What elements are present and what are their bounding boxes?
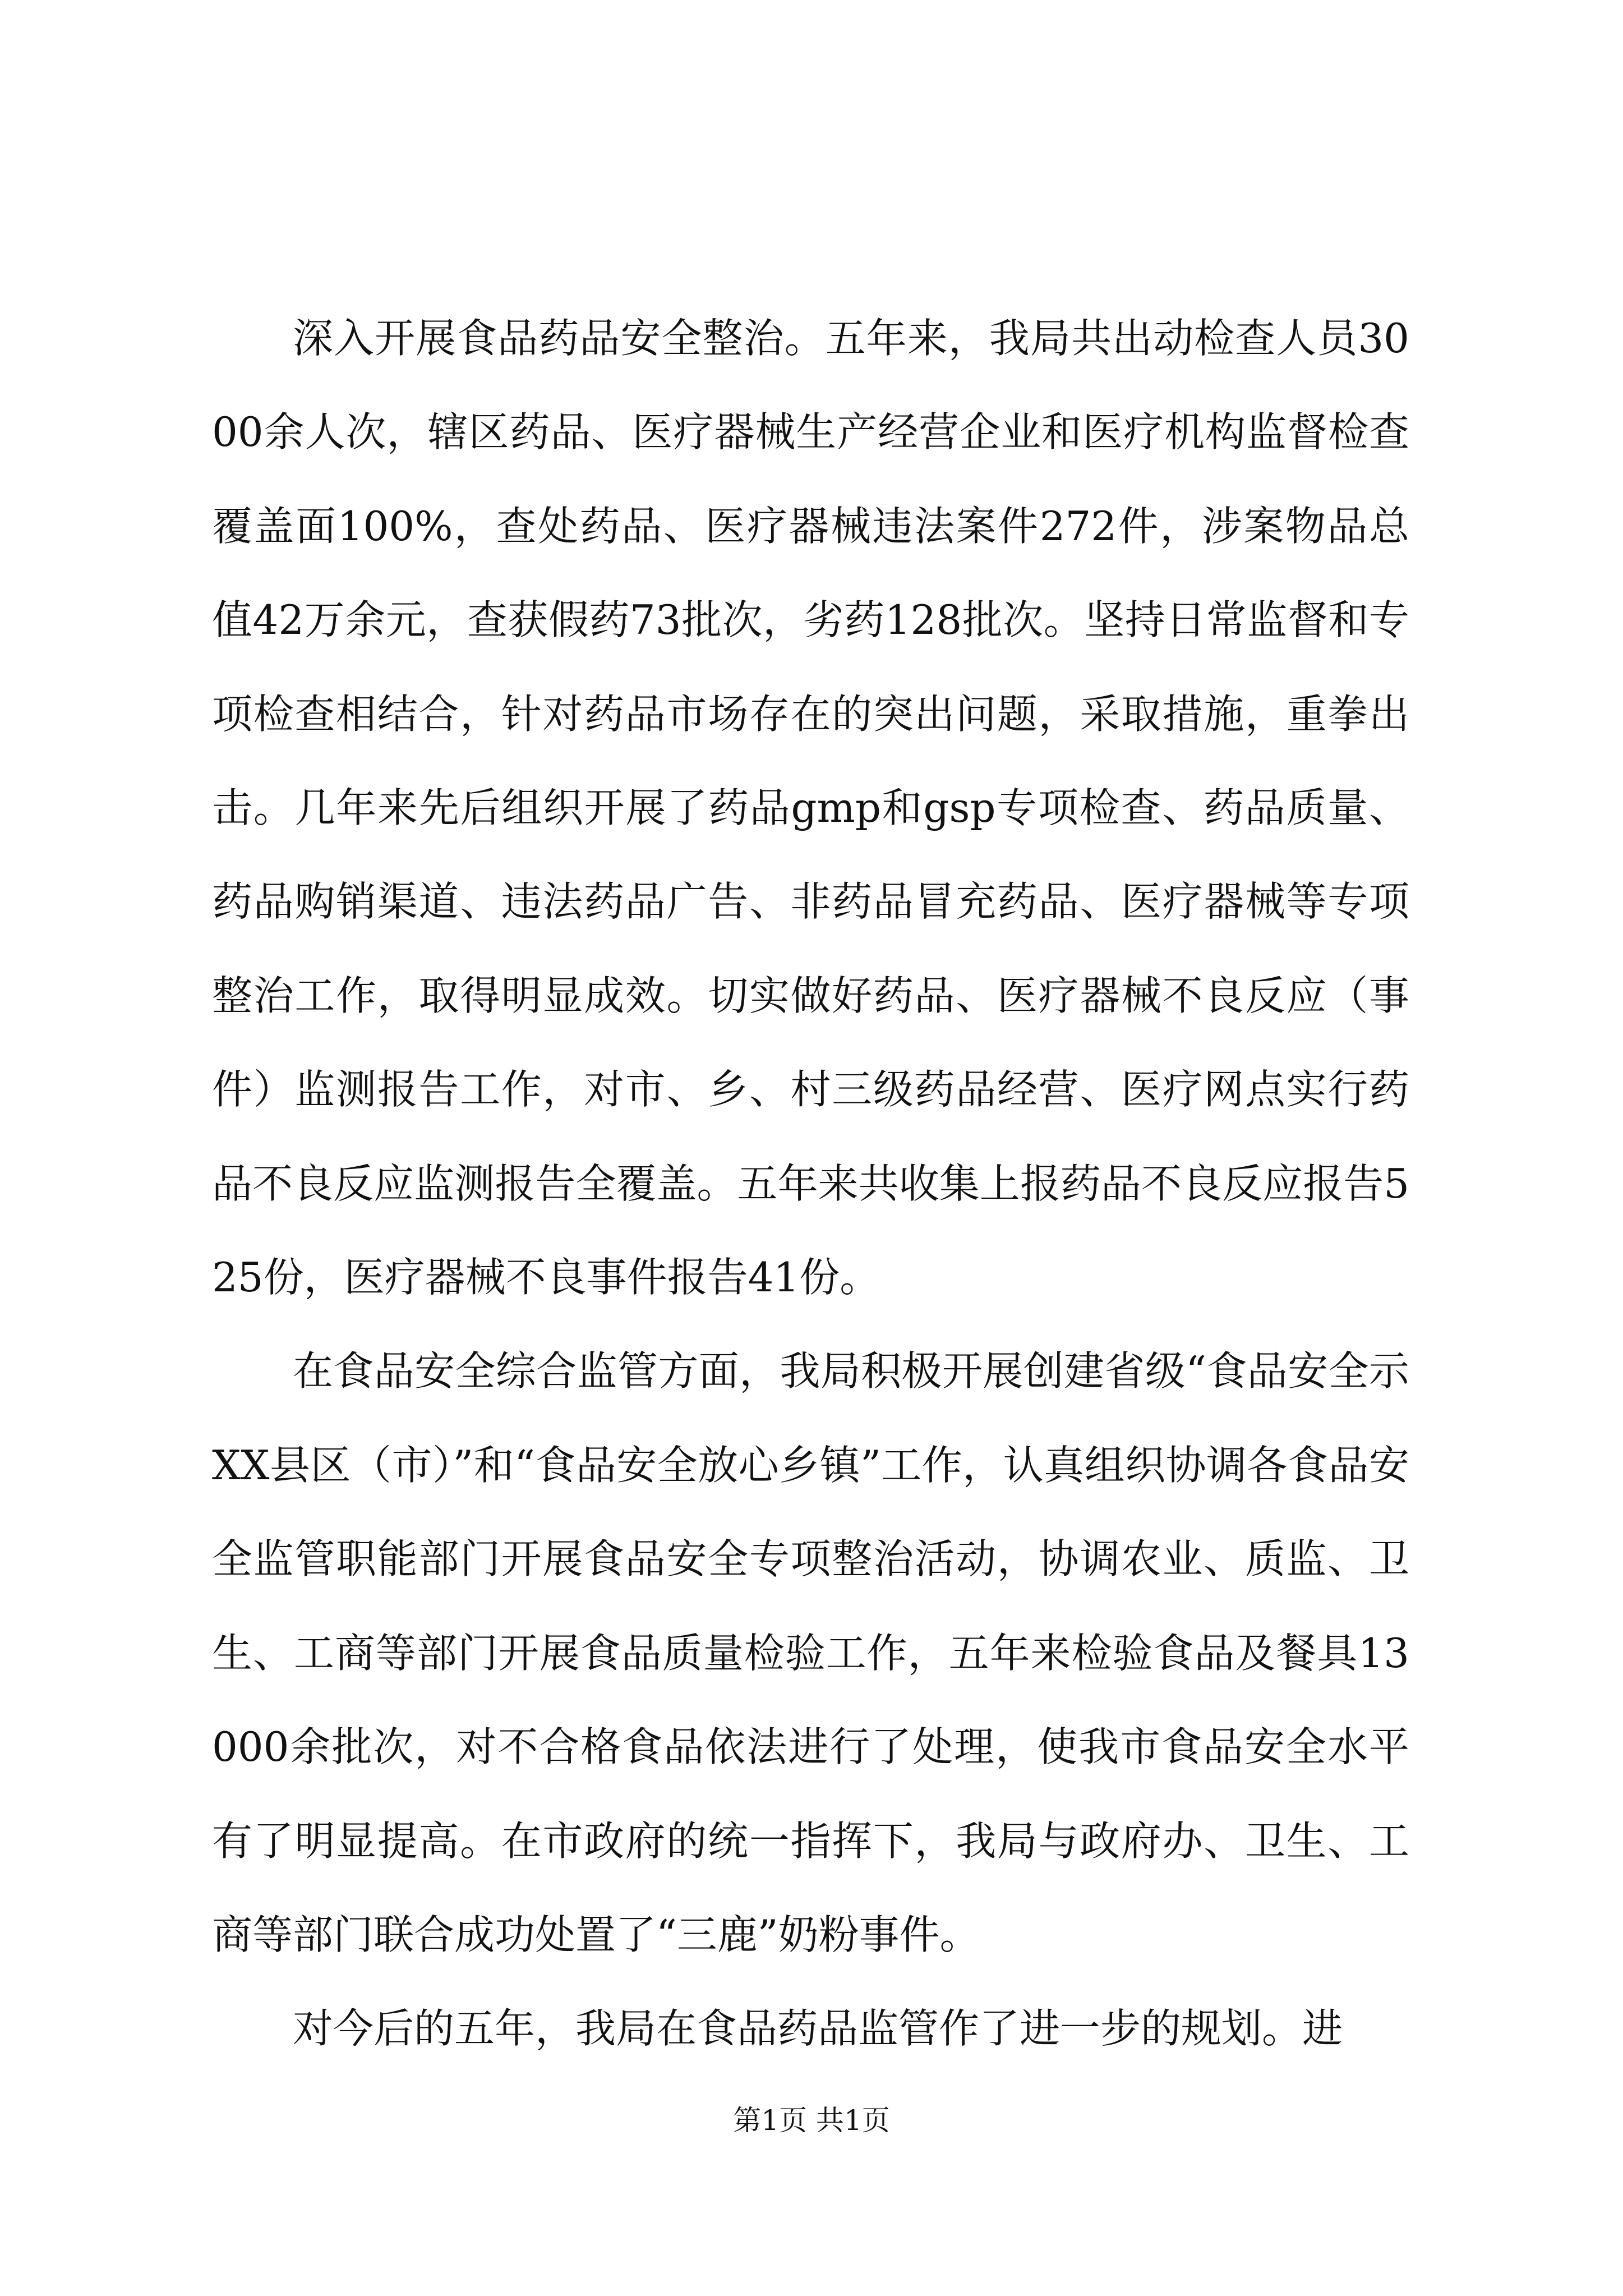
paragraph-future-plan: 对今后的五年，我局在食品药品监管作了进一步的规划。进 <box>293 2005 1343 2053</box>
page-footer: 第1页 共1页 <box>733 2104 890 2137</box>
paragraph-food-safety: 在食品安全综合监管方面，我局积极开展创建省级“食品安全示XX县区（市）”和“食品安全放心乡镇”工作，认真组织协调各食品安全监管职能部门开展食品安全专项整治活动，协调农业、质监、卫生、工商等部门开展食品质量检验工作，五年来检验食品及餐具13000余批次，对不合格食品依法进行了处理，使我市食品安全水平有了明显提高。在市政府的统一指挥下，我局与政府办、卫生、工商等部门联合成功处置了“三鹿”奶粉事件。 <box>212 1347 1409 1958</box>
paragraph-drug-safety: 深入开展食品药品安全整治。五年来，我局共出动检查人员3000余人次，辖区药品、医疗器械生产经营企业和医疗机构监督检查覆盖面100%，查处药品、医疗器械违法案件272件，涉案物品总值42万余元，查获假药73批次，劣药128批次。坚持日常监督和专项检查相结合，针对药品市场存在的突出问题，采取措施，重拳出击。几年来先后组织开展了药品gmp和gsp专项检查、药品质量、药品购销渠道、违法药品广告、非药品冒充药品、医疗器械等专项整治工作，取得明显成效。切实做好药品、医疗器械不良反应（事件）监测报告工作，对市、乡、村三级药品经营、医疗网点实行药品不良反应监测报告全覆盖。五年来共收集上报药品不良反应报告525份，医疗器械不良事件报告41份。 <box>212 315 1409 1301</box>
document-body <box>212 292 1409 2076</box>
